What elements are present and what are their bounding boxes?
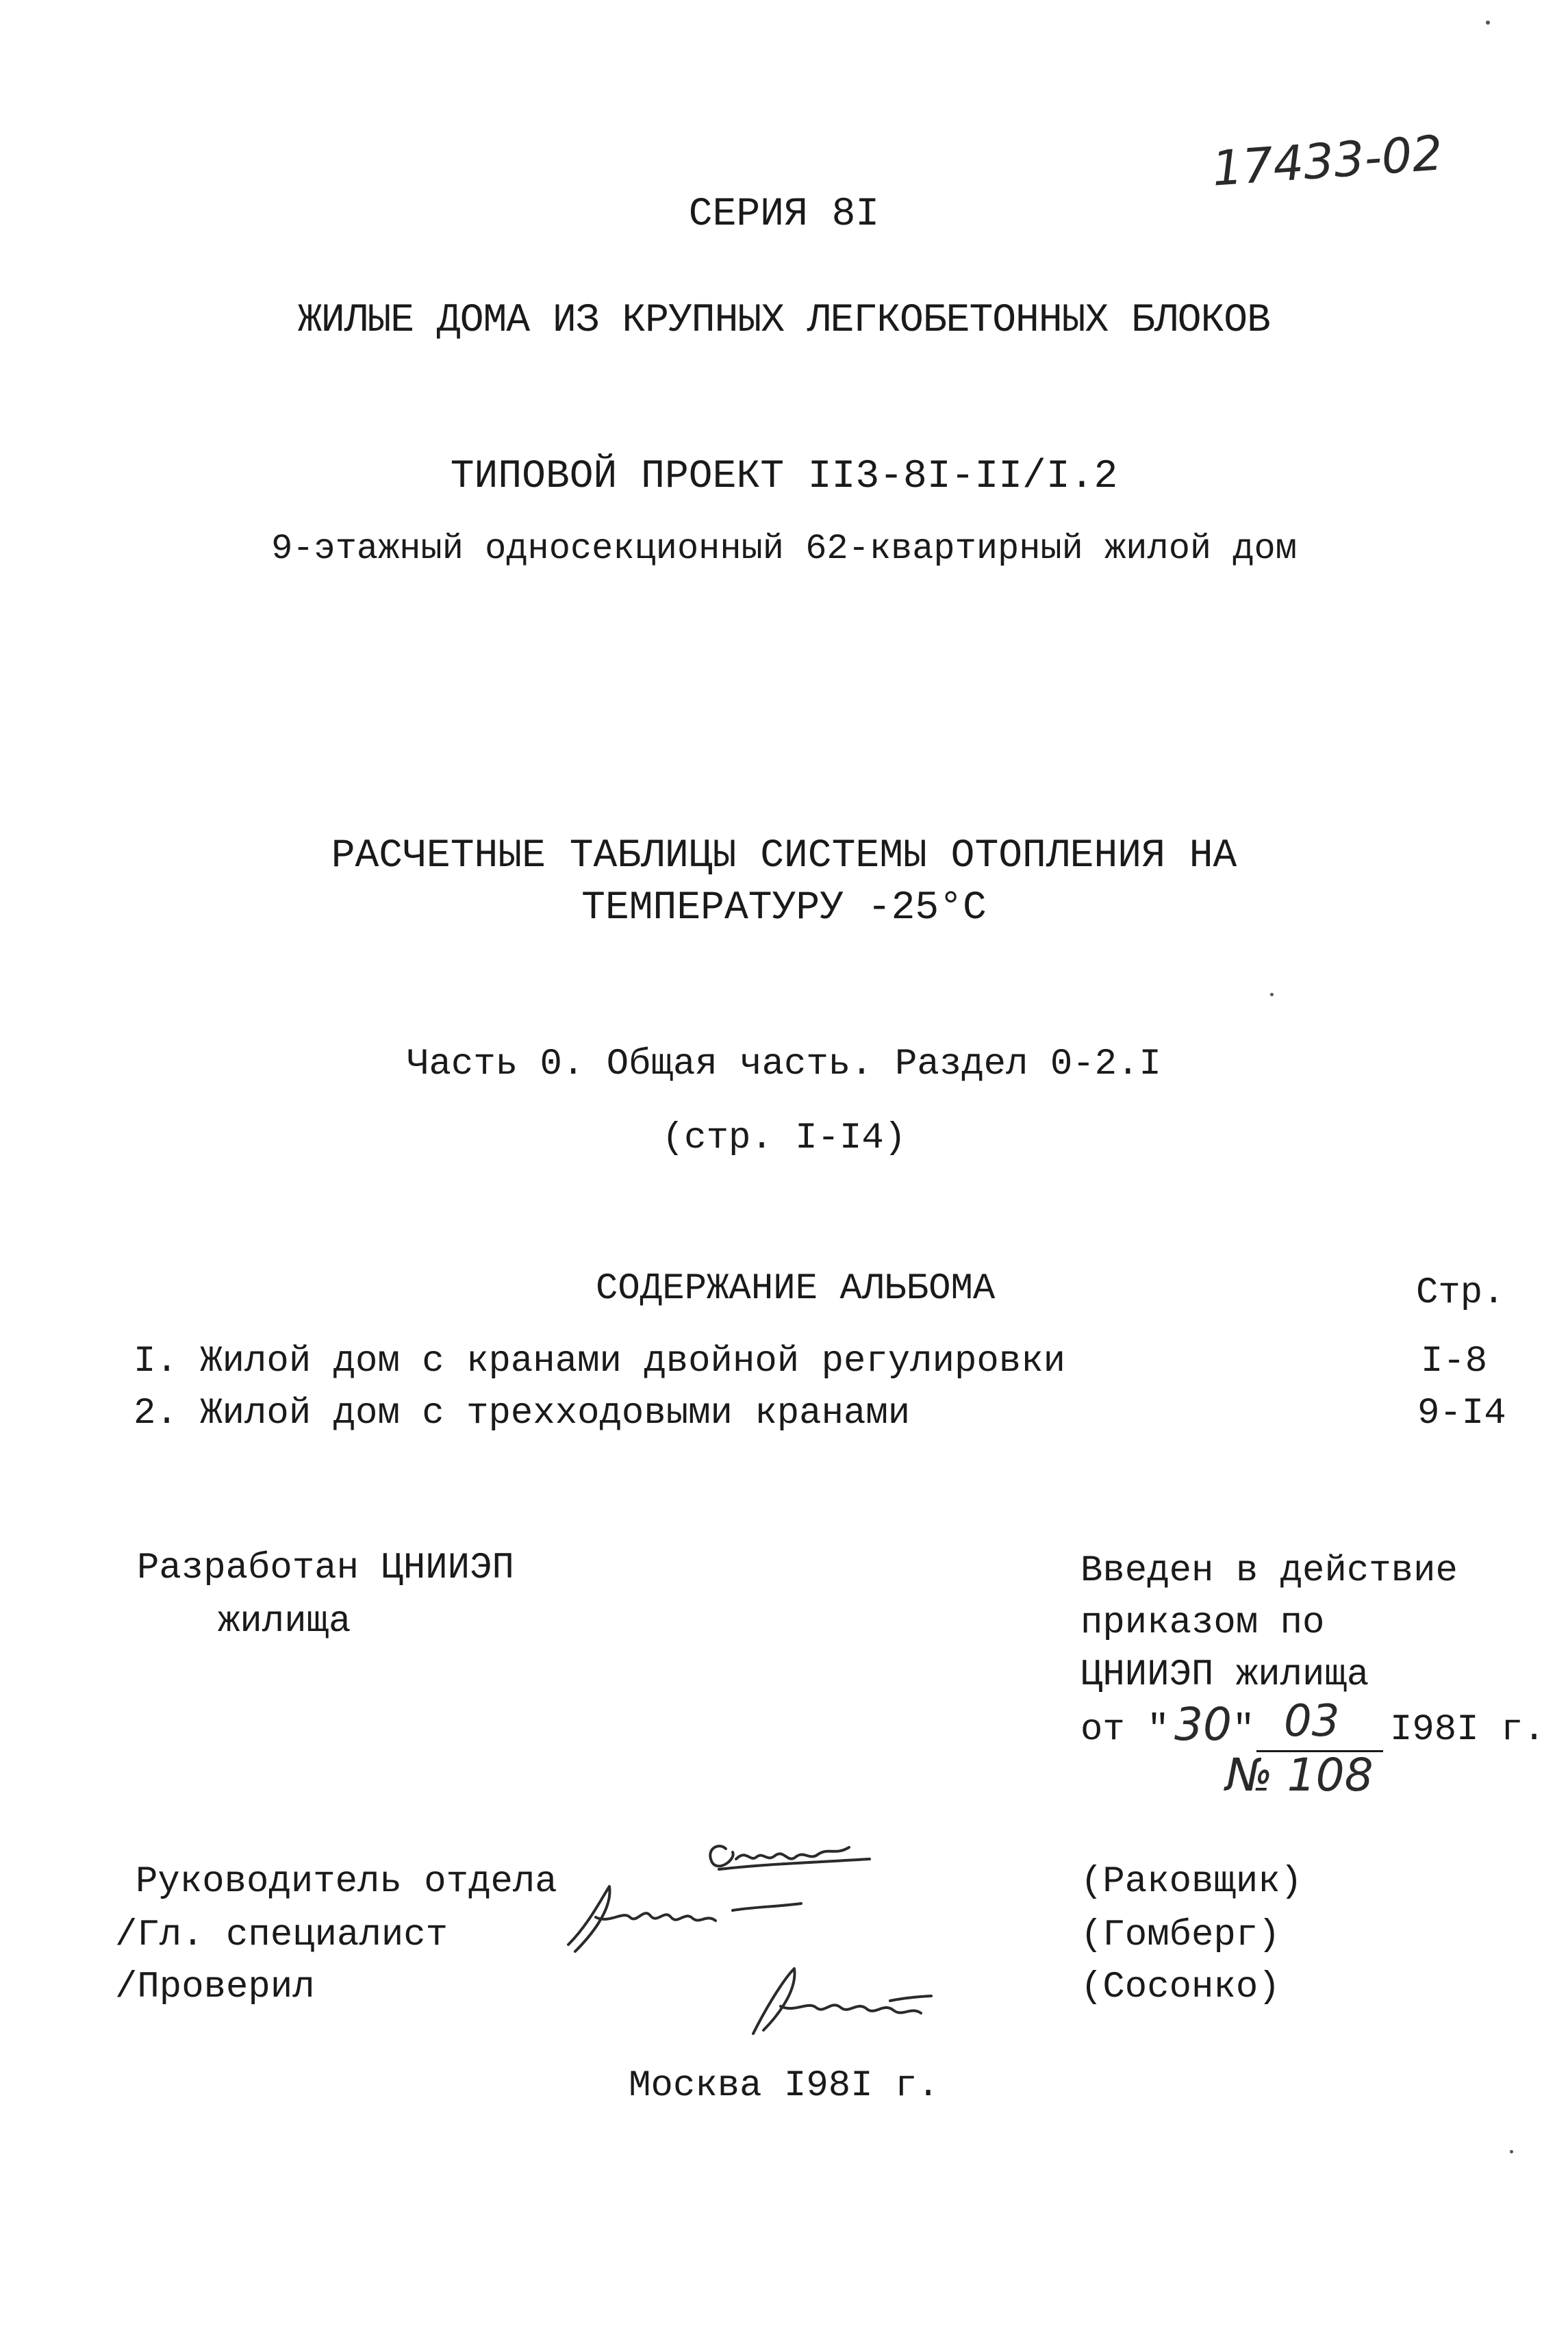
enactment-date-prefix: от " — [1080, 1709, 1169, 1751]
enactment-line-2: приказом по — [1080, 1602, 1325, 1644]
signature-sosonko — [753, 1969, 931, 2034]
developer-line-1: Разработан ЦНИИЭП — [137, 1547, 514, 1589]
project-number: ТИПОВОЙ ПРОЕКТ II3-8I-II/I.2 — [450, 455, 1118, 499]
enactment-date-quote: " — [1232, 1709, 1255, 1751]
signature-role: Руководитель отдела — [136, 1861, 557, 1903]
contents-page-header: Стр. — [1416, 1272, 1505, 1314]
handwritten-signatures — [548, 1821, 1027, 2047]
contents-heading: СОДЕРЖАНИЕ АЛЬБОМА — [596, 1268, 996, 1310]
signature-role: /Гл. специалист — [115, 1914, 448, 1956]
signature-name: (Раковщик) — [1080, 1861, 1303, 1903]
enactment-line-3: ЦНИИЭП жилища — [1080, 1654, 1369, 1696]
signature-rakovshchik — [710, 1846, 870, 1869]
contents-item-pages: 9-I4 — [1417, 1393, 1506, 1434]
scan-speck — [1270, 993, 1274, 996]
enactment-day: 30 — [1174, 1698, 1232, 1751]
page-range: (стр. I-I4) — [661, 1117, 907, 1159]
signature-role: /Проверил — [115, 1967, 315, 2008]
scan-speck — [1510, 2150, 1513, 2153]
developer-line-2: жилища — [218, 1601, 351, 1643]
part-section: Часть 0. Общая часть. Раздел 0-2.I — [407, 1044, 1161, 1085]
contents-item: 2. Жилой дом с трехходовыми кранами — [134, 1393, 911, 1434]
archive-number: 17433-02 — [1210, 125, 1445, 197]
enactment-order-number: № 108 — [1226, 1749, 1374, 1801]
footer-city-year: Москва I98I г. — [629, 2065, 939, 2107]
contents-item-pages: I-8 — [1421, 1341, 1488, 1382]
signature-name: (Сосонко) — [1080, 1967, 1280, 2008]
series: СЕРИЯ 8I — [688, 192, 880, 237]
scan-speck — [1486, 21, 1490, 25]
enactment-year: I98I г. — [1390, 1709, 1545, 1751]
enactment-line-1: Введен в действие — [1080, 1550, 1458, 1592]
signature-gomberg — [568, 1886, 801, 1951]
signature-name: (Гомберг) — [1080, 1914, 1280, 1956]
contents-item: I. Жилой дом с кранами двойной регулировки — [134, 1341, 1066, 1382]
document-title-line-2: ТЕМПЕРАТУРУ -25°С — [581, 886, 987, 931]
enactment-month: 03 — [1284, 1696, 1340, 1747]
document-title-line-1: РАСЧЕТНЫЕ ТАБЛИЦЫ СИСТЕМЫ ОТОПЛЕНИЯ НА — [331, 834, 1237, 878]
series-title: ЖИЛЫЕ ДОМА ИЗ КРУПНЫХ ЛЕГКОБЕТОННЫХ БЛОКОВ — [298, 299, 1270, 343]
building-description: 9-этажный односекционный 62-квартирный жилой дом — [271, 529, 1297, 569]
